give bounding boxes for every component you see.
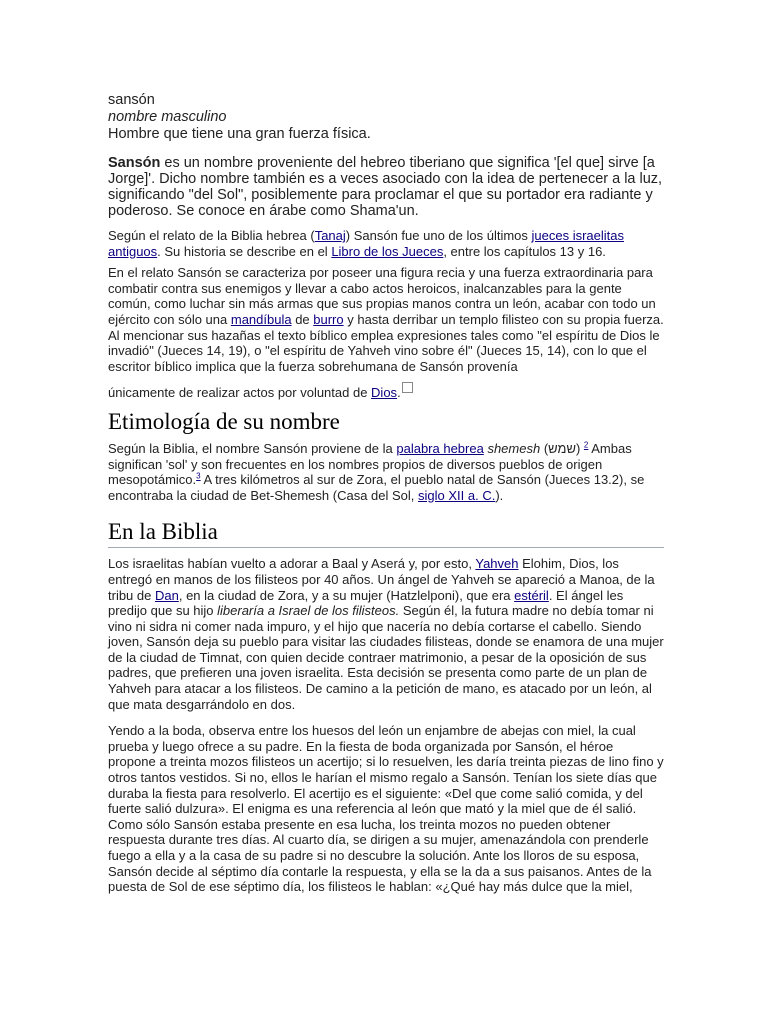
- link-jueces-israelitas[interactable]: jueces israelitas antiguos: [108, 228, 625, 259]
- broken-image-icon: [402, 382, 413, 393]
- link-burro[interactable]: burro: [313, 311, 344, 327]
- text: .: [397, 385, 401, 401]
- link-siglo-xii[interactable]: siglo XII a. C.: [418, 487, 496, 503]
- intro-bold-term: Sansón: [108, 155, 161, 171]
- link-dios[interactable]: Dios: [371, 385, 398, 401]
- paragraph-etimologia: [108, 441, 664, 503]
- paragraph-relato: [108, 265, 664, 401]
- link-libro-jueces[interactable]: Libro de los Jueces: [331, 243, 444, 259]
- definition-meaning: Hombre que tiene una gran fuerza física.: [108, 126, 371, 142]
- heading-en-la-biblia: En la Biblia: [108, 519, 664, 548]
- link-mandibula[interactable]: mandíbula: [230, 311, 292, 327]
- text: de: [291, 311, 314, 327]
- link-esteril[interactable]: estéril: [514, 587, 549, 603]
- intro-text: es un nombre proveniente del hebreo tiberiano que significa '[el que] sirve [a Jorge]'. Dicho nombre también es a veces asociado con la idea de pertenecer a la luz, significando "del Sol", posiblemente para proclamar el que su portador era radiante y poderoso. Se conoce en árabe como Shama'un.: [108, 155, 663, 219]
- text: ) Sansón fue uno de los últimos: [345, 228, 532, 243]
- paragraph-last-line: [108, 382, 664, 401]
- intro-paragraph: [108, 155, 664, 219]
- link-yahveh[interactable]: Yahveh: [475, 556, 519, 572]
- dictionary-definition: [108, 92, 664, 143]
- heading-etimologia: Etimología de su nombre: [108, 408, 340, 434]
- link-palabra-hebrea[interactable]: palabra hebrea: [396, 440, 484, 456]
- term-shemesh: shemesh: [487, 440, 541, 456]
- text: . El ángel les predijo que su hijo: [108, 587, 624, 619]
- text: Según el relato de la Biblia hebrea (: [108, 228, 315, 243]
- text: y hasta derribar un templo filisteo con su propia fuerza. Al mencionar sus hazañas el texto bíblico emplea expresiones tales como "el espíritu de Dios le invadió" (Jueces 14, 19), o "el espíritu de Yahveh vino sobre él" (Jueces 15, 14), con lo que el escritor bíblico implica que la fuerza sobrehumana de Sansón provenía: [108, 311, 664, 374]
- text: ).: [495, 487, 504, 503]
- text: , en la ciudad de Zora, y a su mujer (Hatzlelponi), que era: [178, 587, 515, 603]
- paragraph-israelitas: [108, 556, 664, 712]
- text: A tres kilómetros al sur de Zora, el pueblo natal de Sansón (Jueces 13.2), se encontraba la ciudad de Bet-Shemesh (Casa del Sol,: [108, 472, 645, 503]
- paragraph-boda: Yendo a la boda, observa entre los huesos del león un enjambre de abejas con miel, la cual prueba y luego ofrece a su padre. En la fiesta de boda organizada por Sansón, el héroe propone a treinta mozos filisteos un acertijo; si lo resuelven, les daría treinta piezas de lino fino y otros tantos vestidos. Si no, ellos le harían el mismo regalo a Sansón. Tenían los siete días que duraba la fiesta para resolverlo. El acertijo es el siguiente: «Del que come salió comida, y del fuerte salió dulzura». El enigma es una referencia al león que mató y la miel que de él salió. Como sólo Sansón estaba presente en esa lucha, los treinta mozos no pueden obtener respuesta durante tres días. Al cuarto día, se dirigen a su mujer, amenazándola con prenderle fuego a ella y a la casa de su padre si no descubre la solución. Ante los lloros de su esposa, Sansón decide al séptimo día contarle la respuesta, y ella se la da a sus paisanos. Antes de la puesta de Sol de ese séptimo día, los filisteos le hablan: «¿Qué hay más dulce que la miel,: [108, 723, 664, 895]
- text: . Su historia se describe en el: [157, 243, 332, 259]
- link-dan[interactable]: Dan: [154, 587, 179, 603]
- text: Ambas significan 'sol' y son frecuentes en los nombres propios de diversos pueblos de origen mesopotámico.: [108, 440, 632, 488]
- text: Elohim, Dios, los entregó en manos de los filisteos por 40 años. Un ángel de Yahveh se apareció a Manoa, de la tribu de: [108, 556, 655, 603]
- link-tanaj[interactable]: Tanaj: [314, 228, 346, 243]
- text: Según él, la futura madre no debía tomar ni vino ni sidra ni comer nada impuro, y el hijo que nacería no debía cortarse el cabello. Siendo joven, Sansón deja su pueblo para visitar las ciudades filisteas, donde se enamora de una mujer de la ciudad de Timnat, con quien decide contraer matrimonio, a pesar de la oposición de sus padres, que prefieren una joven israelita. Esta decisión se presenta como parte de un plan de Yahveh para atacar a los filisteos. De camino a la petición de mano, es atacado por un león, al que mata desgarrándolo en dos.: [108, 603, 664, 712]
- text: únicamente de realizar actos por voluntad de: [108, 385, 372, 401]
- text: , entre los capítulos 13 y 16.: [443, 243, 606, 259]
- footnote-2[interactable]: 2: [583, 440, 589, 450]
- text: Según la Biblia, el nombre Sansón proviene de la: [108, 440, 397, 456]
- text: (שמש): [540, 440, 584, 456]
- definition-part-of-speech: nombre masculino: [108, 109, 227, 125]
- paragraph-tanaj: [108, 228, 664, 259]
- definition-word: sansón: [108, 92, 155, 108]
- text: En el relato Sansón se caracteriza por poseer una figura recia y una fuerza extraordinaria para combatir contra sus enemigos y llevar a cabo actos heroicos, inalcanzables para la gente común, como luchar sin más armas que sus propias manos contra un león, acabar con todo un ejército con sólo una: [108, 265, 656, 327]
- text: Los israelitas habían vuelto a adorar a Baal y Aserá y, por esto,: [108, 556, 476, 572]
- italic-text: liberaría a Israel de los filisteos.: [217, 603, 400, 619]
- document-page: [108, 92, 664, 895]
- footnote-3[interactable]: 3: [196, 471, 201, 481]
